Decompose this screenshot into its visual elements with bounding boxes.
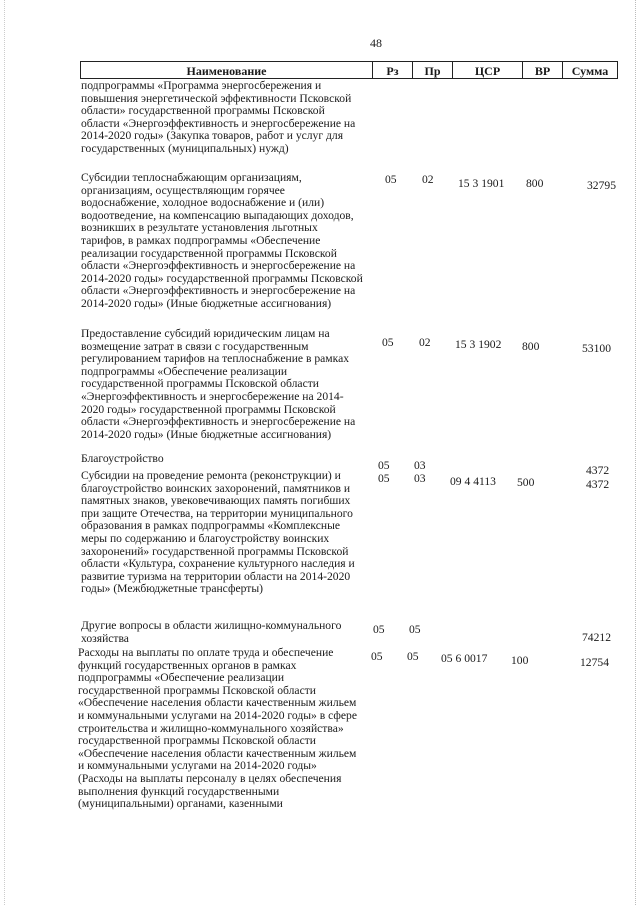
table-row-6-vr: 100 xyxy=(511,654,529,667)
left-scan-edge xyxy=(4,0,6,905)
table-row-2-csr: 15 3 1902 xyxy=(455,338,502,351)
table-row-4-name: Субсидии на проведение ремонта (реконструкции) и благоустройство воинских захоронений, памятников и памятных знаков, увековечивающих память погибших при защите Отечества, на территории муниципального образования в рамках подпрограммы «Комплексные меры по содержанию и благоустройству воинских захоронений» государственной программы Псковской области «Культура, сохранение культурного наследия и развитие туризма на территории области на 2014-2020 годы» (Межбюджетные трансферты) xyxy=(81,469,355,596)
table-row-0-name: подпрограммы «Программа энергосбережения и повышения энергетической эффективности Псковской области» государственной программы Псковской области «Энергоэффективность и энергосбережение на 2014-2020 годы» (Закупка товаров, работ и услуг для государственных (муниципальных) нужд) xyxy=(81,79,356,155)
column-header-rz: Рз xyxy=(372,61,412,79)
table-row-3-name: Благоустройство xyxy=(81,452,164,465)
table-row-1-sum: 32795 xyxy=(587,179,616,192)
table-row-3-sum: 4372 xyxy=(586,464,610,477)
table-row-2-name: Предоставление субсидий юридическим лицам на возмещение затрат в связи с государственным регулированием тарифов на теплоснабжение в рамках подпрограммы «Обеспечение реализации государственной программы Псковской области «Энергоэффективность и энергосбережение на 2014-2020 годы» государственной программы Псковской области «Энергоэффективность и энергосбережение на 2014-2020 годы» (Иные бюджетные ассигнования) xyxy=(81,327,356,441)
table-row-4-csr: 09 4 4113 xyxy=(450,475,496,488)
table-row-1-vr: 800 xyxy=(526,177,544,190)
table-row-2-pr: 02 xyxy=(419,336,431,349)
table-row-2-sum: 53100 xyxy=(582,342,611,355)
table-row-4-pr: 03 xyxy=(414,472,426,485)
right-scan-edge xyxy=(634,0,636,905)
table-row-1-pr: 02 xyxy=(422,173,434,186)
column-header-csr: ЦСР xyxy=(452,61,522,79)
table-row-1-name: Субсидии теплоснабжающим организациям, организациям, осуществляющим горячее водоснабжение, холодное водоснабжение и (или) водоотведение, на компенсацию выпадающих доходов, возникших в результате установления льготных тарифов, в рамках подпрограммы «Обеспечение реализации государственной программы Псковской области «Энергоэффективность и энергосбережение на 2014-2020 годы» государственной программы Псковской области «Энергоэффективность и энергосбережение на 2014-2020 годы» (Иные бюджетные ассигнования) xyxy=(81,171,363,310)
table-row-4-rz: 05 xyxy=(378,472,390,485)
page-number: 48 xyxy=(370,36,382,50)
table-row-4-sum: 4372 xyxy=(586,478,610,491)
table-row-5-rz: 05 xyxy=(373,623,385,636)
table-row-5-sum: 74212 xyxy=(582,631,611,644)
table-row-3-pr: 03 xyxy=(414,459,426,472)
column-header-pr: Пр xyxy=(412,61,452,79)
table-row-4-vr: 500 xyxy=(517,476,535,489)
table-row-3-rz: 05 xyxy=(378,459,390,472)
table-row-1-rz: 05 xyxy=(385,173,397,186)
column-header-name: Наименование xyxy=(80,61,372,79)
table-row-5-pr: 05 xyxy=(409,623,421,636)
table-row-6-pr: 05 xyxy=(407,650,419,663)
table-row-6-csr: 05 6 0017 xyxy=(441,652,488,665)
table-row-6-sum: 12754 xyxy=(580,656,609,669)
table-row-2-vr: 800 xyxy=(522,340,540,353)
table-row-1-csr: 15 3 1901 xyxy=(458,177,505,190)
table-row-6-rz: 05 xyxy=(371,650,383,663)
table-row-6-name: Расходы на выплаты по оплате труда и обеспечение функций государственных органов в рамках подпрограммы «Обеспечение реализации государственной программы Псковской области «Обеспечение населения области качественным жильем и коммунальными услугами на 2014-2020 годы» в сфере строительства и жилищно-коммунального хозяйства» государственной программы Псковской области «Обеспечение населения области качественным жильем и коммунальными услугами на 2014-2020 годы» (Расходы на выплаты персоналу в целях обеспечения выполнения функций государственными (муниципальными) органами, казенными xyxy=(78,646,357,811)
table-row-2-rz: 05 xyxy=(382,336,394,349)
column-header-sum: Сумма xyxy=(562,61,618,79)
column-header-vr: ВР xyxy=(522,61,562,79)
table-row-5-name: Другие вопросы в области жилищно-коммунального хозяйства xyxy=(81,619,342,645)
